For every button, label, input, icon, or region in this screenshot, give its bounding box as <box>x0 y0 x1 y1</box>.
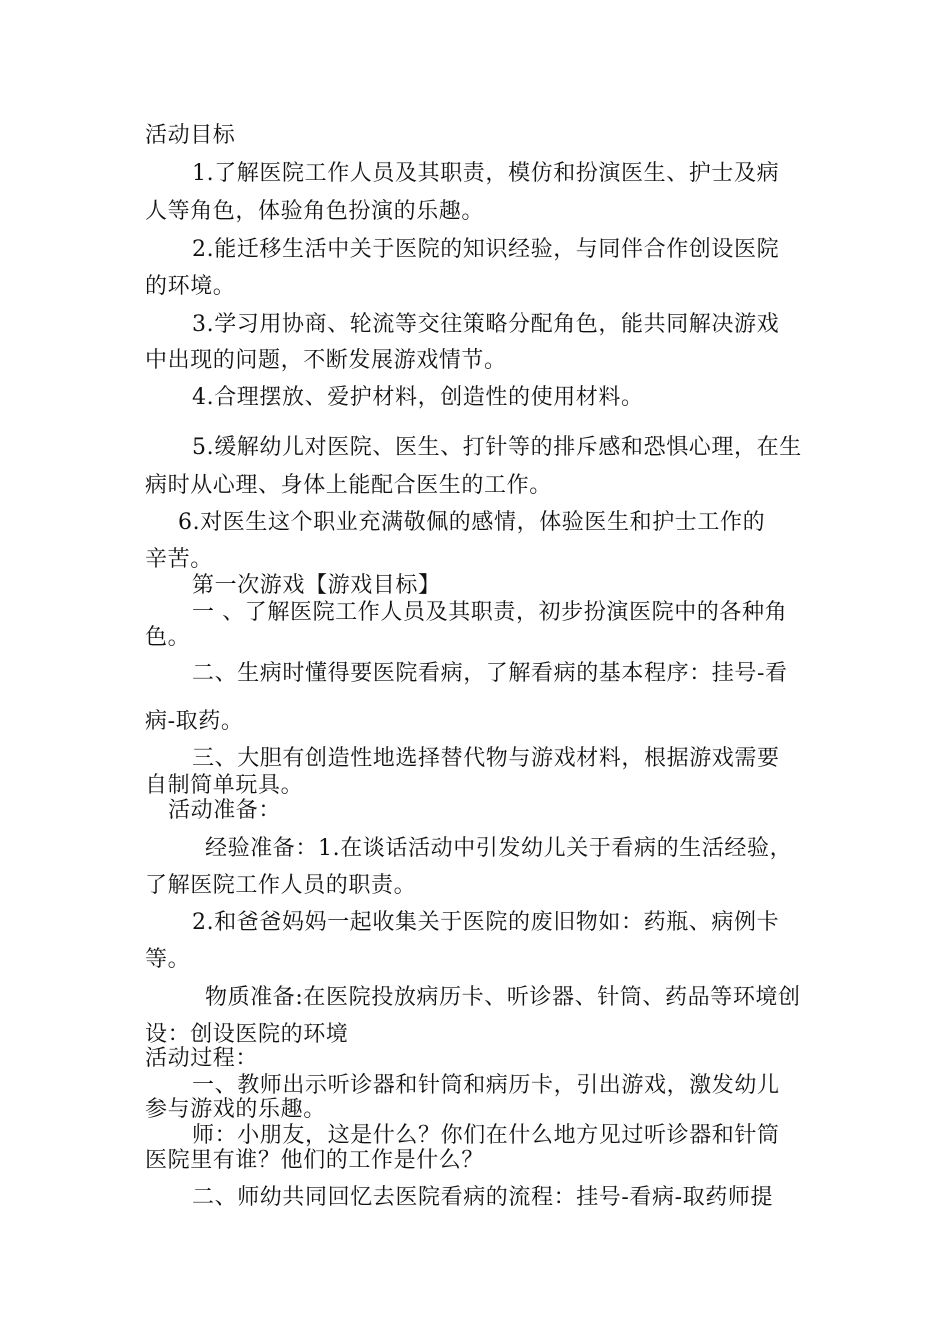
paragraph-line: 人等角色，体验角色扮演的乐趣。 <box>145 199 485 224</box>
paragraph-line: 二、师幼共同回忆去医院看病的流程：挂号-看病-取药师提 <box>192 1185 774 1210</box>
paragraph-line: 色。 <box>145 625 191 650</box>
paragraph-line: 参与游戏的乐趣。 <box>145 1097 326 1122</box>
paragraph-line: 3.学习用协商、轮流等交往策略分配角色，能共同解决游戏 <box>192 312 780 337</box>
paragraph-line: 经验准备：1.在谈话活动中引发幼儿关于看病的生活经验， <box>205 836 793 861</box>
paragraph-line: 病时从心理、身体上能配合医生的工作。 <box>145 473 552 498</box>
section-heading: 活动准备： <box>168 798 282 823</box>
paragraph-line: 中出现的问题，不断发展游戏情节。 <box>145 348 507 373</box>
paragraph-line: 自制简单玩具。 <box>145 773 304 798</box>
paragraph-line: 5.缓解幼儿对医院、医生、打针等的排斥感和恐惧心理，在生 <box>192 435 802 460</box>
paragraph-line: 病-取药。 <box>145 709 244 734</box>
paragraph-line: 6.对医生这个职业充满敬佩的感情，体验医生和护士工作的 <box>178 510 766 535</box>
paragraph-line: 设：创设医院的环境 <box>145 1022 349 1047</box>
paragraph-line: 2.能迁移生活中关于医院的知识经验，与同伴合作创设医院 <box>192 237 780 262</box>
paragraph-line: 2.和爸爸妈妈一起收集关于医院的废旧物如：药瓶、病例卡 <box>192 910 780 935</box>
paragraph-line: 1.了解医院工作人员及其职责，模仿和扮演医生、护士及病 <box>192 161 780 186</box>
paragraph-line: 的环境。 <box>145 274 236 299</box>
paragraph-line: 4.合理摆放、爱护材料，创造性的使用材料。 <box>192 385 644 410</box>
paragraph-line: 辛苦。 <box>145 547 213 572</box>
paragraph-line: 物质准备:在医院投放病历卡、听诊器、针筒、药品等环境创 <box>205 985 801 1010</box>
paragraph-line: 三、大胆有创造性地选择替代物与游戏材料，根据游戏需要 <box>192 746 780 771</box>
paragraph-line: 医院里有谁？他们的工作是什么？ <box>145 1148 485 1173</box>
paragraph-line: 一、教师出示听诊器和针筒和病历卡，引出游戏，激发幼儿 <box>192 1073 780 1098</box>
paragraph-line: 等。 <box>145 947 191 972</box>
section-heading: 活动过程： <box>145 1046 259 1071</box>
heading-activity-goals: 活动目标 <box>145 123 236 148</box>
paragraph-line: 二、生病时懂得要医院看病，了解看病的基本程序：挂号-看 <box>192 661 788 686</box>
paragraph-line: 师：小朋友，这是什么？你们在什么地方见过听诊器和针筒 <box>192 1123 780 1148</box>
paragraph-line: 一 、了解医院工作人员及其职责，初步扮演医院中的各种角 <box>192 600 788 625</box>
paragraph-line: 了解医院工作人员的职责。 <box>145 873 417 898</box>
section-heading: 第一次游戏【游戏目标】 <box>192 573 441 598</box>
